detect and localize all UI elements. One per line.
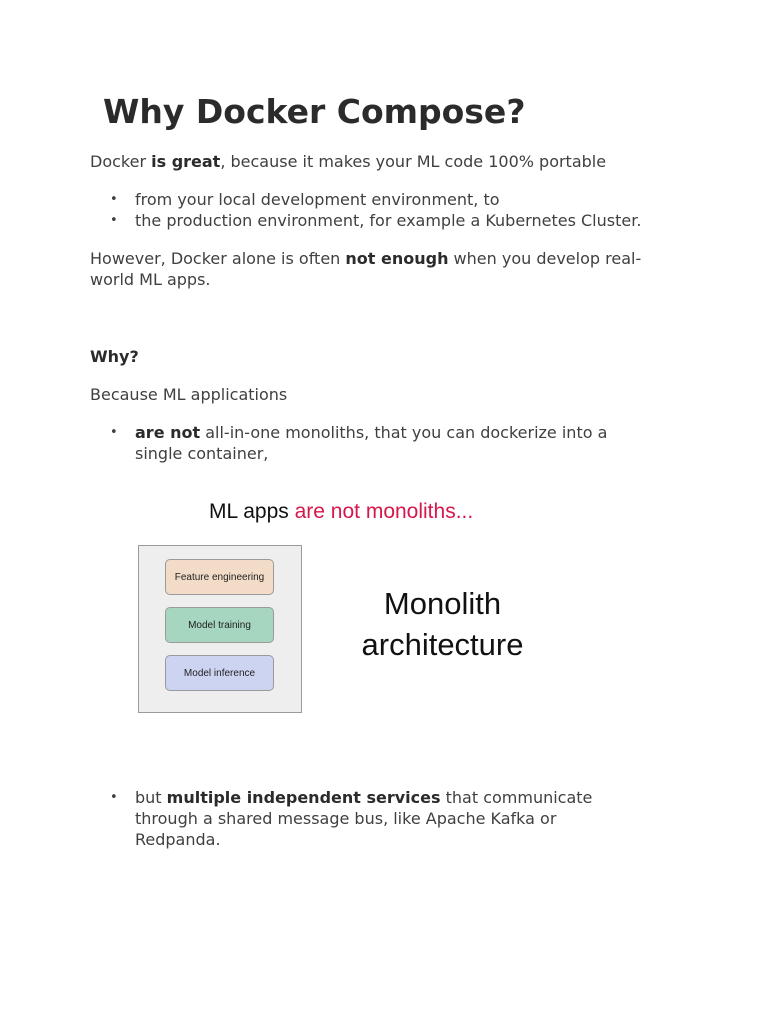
services-list [110,787,592,850]
caption-line2: architecture [361,627,524,662]
list-item-text-line2: single container, [135,444,269,463]
monolith-figure [130,495,550,725]
list-item-text: all-in-one monoliths, that you can dockerize into a [200,423,608,442]
caption-line1: Monolith [383,586,502,621]
intro-paragraph [90,151,606,172]
bullet-icon: • [110,790,118,805]
bullet-icon: • [110,192,118,207]
however-bold: not enough [345,249,449,268]
figure-title [209,500,473,524]
model-training-block: Model training [165,607,274,643]
portable-list [110,189,641,231]
figure-title-plain: ML apps [209,500,295,523]
however-text-end: when you develop real- [448,249,642,268]
list-item [110,210,641,231]
intro-bold: is great [151,152,221,171]
architecture-caption [340,583,545,665]
list-item-bold: are not [135,423,201,442]
however-text: However, Docker alone is often [90,249,346,268]
list-item-text-line2: through a shared message bus, like Apache Kafka or [135,809,557,828]
list-item-text-line3: Redpanda. [135,830,221,849]
however-text-line2: world ML apps. [90,270,211,289]
bullet-icon: • [110,213,118,228]
bullet-icon: • [110,425,118,440]
list-item-text: the production environment, for example a Kubernetes Cluster. [135,211,642,230]
list-item [110,422,607,464]
list-item [110,787,592,850]
because-paragraph: Because ML applications [90,385,288,404]
list-item-text: from your local development environment, to [135,190,500,209]
list-item [110,189,641,210]
model-inference-block: Model inference [165,655,274,691]
intro-text: Docker [90,152,152,171]
monolith-box [138,545,302,713]
feature-engineering-block: Feature engineering [165,559,274,595]
why-heading-text: Why? [90,347,139,366]
list-item-bold: multiple independent services [166,788,441,807]
figure-title-highlight: are not monoliths... [294,500,474,523]
not-monolith-list [110,422,607,464]
list-item-text: but [135,788,167,807]
however-paragraph [90,248,641,290]
list-item-text-end: that communicate [440,788,593,807]
why-heading [90,346,139,367]
intro-text-end: , because it makes your ML code 100% portable [220,152,607,171]
page-title: Why Docker Compose? [103,92,526,131]
